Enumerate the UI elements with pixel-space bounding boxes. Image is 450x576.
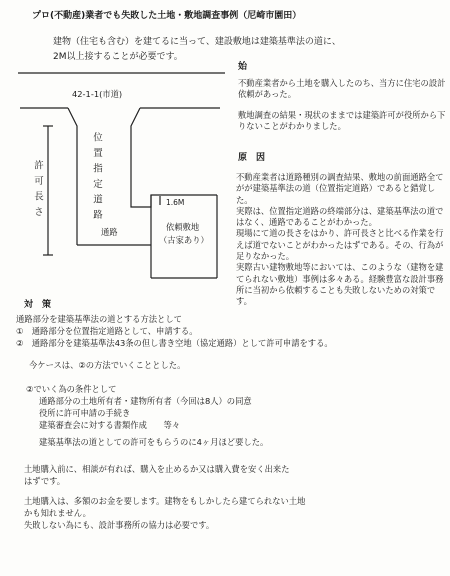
closing-line: かも知れません。 <box>24 508 91 518</box>
intro-line-2: 2M以上接することが必要です。 <box>53 52 183 62</box>
intro-line-1: 建物（住宅も含む）を建てるに当って、建設敷地は建築基準法の道に、 <box>53 37 341 47</box>
cause-heading: 原 因 <box>238 153 266 163</box>
beginning-para-1: 不動産業者から土地を購入したのち、当方に住宅の設計依頼があった。 <box>238 78 446 100</box>
closing-line: 失敗しない為にも、設計事務所の協力は必要です。 <box>24 520 215 530</box>
condition-item: 通路部分の土地所有者・建物所有者（今回は8人）の同意 <box>39 396 252 406</box>
condition-item: 役所に許可申請の手続き <box>39 408 131 418</box>
site-label: 依頼敷地 <box>166 222 200 232</box>
closing-line: 土地購入前に、相談が有れば、購入を止めるか又は購入費を安く出来た <box>24 464 290 474</box>
case-line: 今ケースは、②の方法でいくこととした。 <box>29 360 186 370</box>
site-label-sub: （古家あり） <box>159 235 209 245</box>
designated-road-left-edge <box>68 108 77 245</box>
cause-block <box>236 172 450 308</box>
measures-heading: 対 策 <box>24 300 52 310</box>
cause-para-4: 実際古い建物敷地等においては、このような（建物を建てられない敷地）事例は多々ある。経験豊富な設計事務所に当初から依頼することも失敗しないための対策です。 <box>236 262 444 307</box>
designated-road-label: 位置指定道路 <box>91 132 102 225</box>
beginning-heading: 始 <box>238 62 248 72</box>
measures-intro: 通路部分を建築基準法の道とする方法として <box>16 314 182 324</box>
duration-line: 建築基準法の道としての許可をもらうのに4ヶ月ほど要した。 <box>39 437 269 447</box>
cause-para-1: 不動産業者は道路種別の調査結果、敷地の前面通路全てがが建築基準法の道（位置指定道路）であると錯覚した。 <box>236 172 444 205</box>
width-label: 1.6M <box>166 198 185 207</box>
permit-length-label: 許可長さ <box>30 160 44 230</box>
closing-line: 土地購入は、多額のお金を要します。建物をもしかしたら建てられない土地 <box>24 496 306 506</box>
designated-road-right-edge <box>131 108 217 207</box>
measures-option-1: ① 通路部分を位置指定道路として、申請する。 <box>16 326 198 336</box>
closing-line: はずです。 <box>24 476 66 486</box>
beginning-para-2: 敷地調査の結果・現状のままでは建築許可が役所から下りないことがわかりました。 <box>238 109 446 131</box>
condition-item: 建築審査会に対する書類作成 等々 <box>39 420 181 430</box>
road-label: 42-1-1(市道) <box>72 89 123 99</box>
cause-para-3: 現場にて道の長さをはかり、許可長さと比べる作業を行えば道でないことがわかったはずである。その、行為が足りなかった。 <box>236 228 444 262</box>
passage-label: 通路 <box>101 227 118 237</box>
page-title: プロ(不動産)業者でも失敗した土地・敷地調査事例（尼崎市園田） <box>32 11 302 21</box>
measures-option-2: ② 通路部分を建築基準法43条の但し書き空地（協定通路）として許可申請をする。 <box>16 338 333 348</box>
cause-para-2: 実際は、位置指定道路の終端部分は、建築基準法の道ではなく、通路であることがわかった。 <box>236 205 444 228</box>
conditions-title: ②でいく為の条件として <box>26 384 117 394</box>
beginning-block <box>238 78 450 132</box>
